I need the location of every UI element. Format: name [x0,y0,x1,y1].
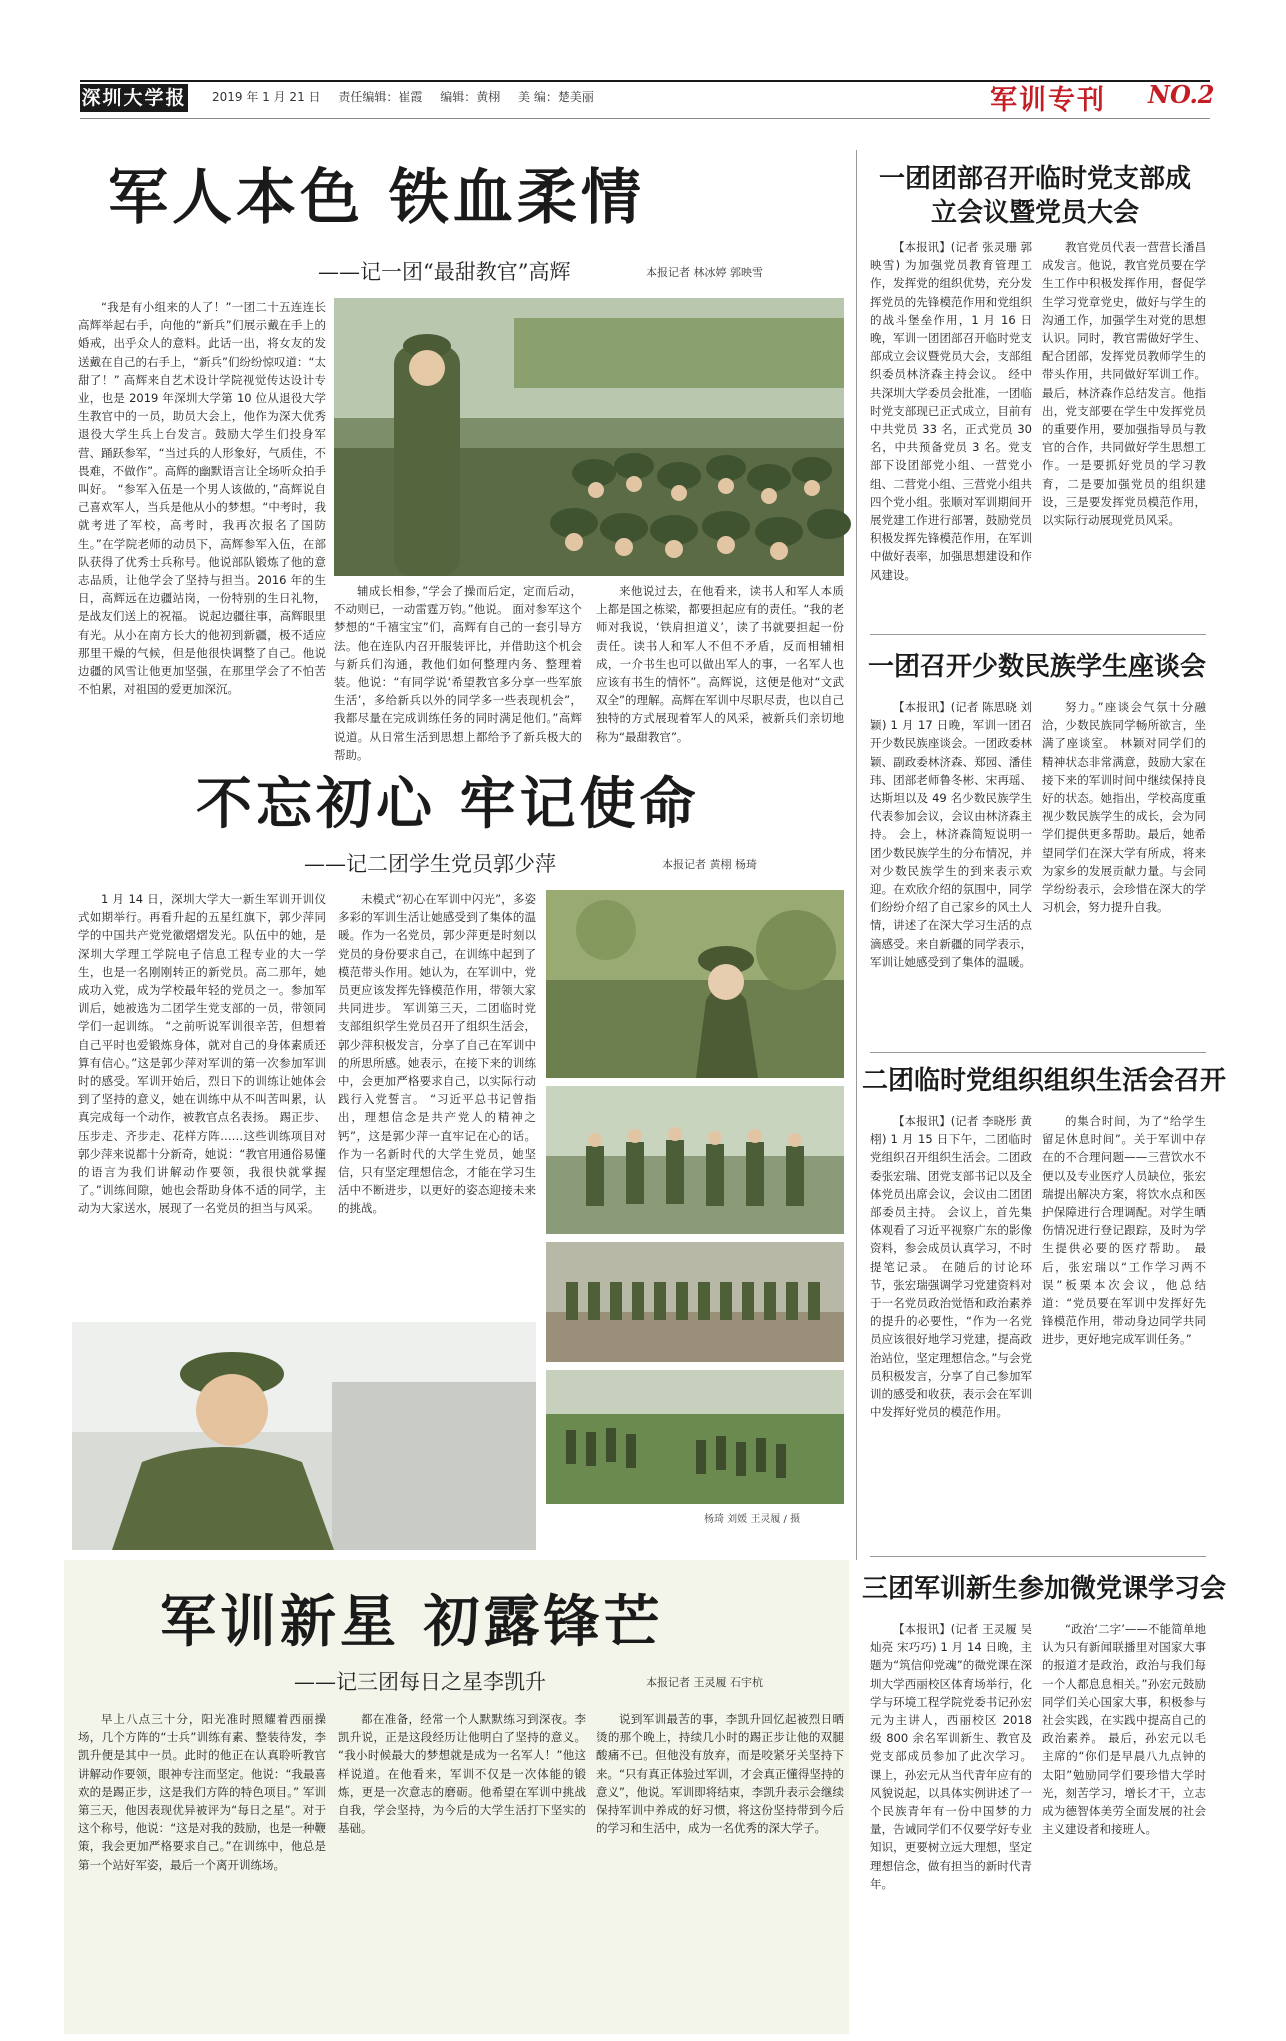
article3-text-1: 早上八点三十分，阳光准时照耀着西丽操场，几个方阵的“士兵”训练有素、整装待发，李凯升便是其中一员。此时的他正在认真聆听教官讲解动作要领，眼神专注而坚定。他说：“我最喜欢的是踢正步，这是我们方阵的特色项目。” 军训第三天，他因表现优异被评为“每日之星”。对于这个称号，他说：“这是对我的鼓励，也是一种鞭策，我会更加严格要求自己。”在训练中，他总是第一个站好军姿，最后一个离开训练场。 [78,1712,326,1872]
photo-guo-shaoping [546,890,844,1078]
article1-text-2: 辅成长相参，”学会了操而后定，定而后动，不动则已，一动雷霆万钧。”他说。 面对参军这个梦想的“千禧宝宝”们，高辉有自己的一套引导方法。他在连队内召开服装评比，并借助这个机会与新兵们沟通，教他们如何整理内务、整理着装。他说：“有同学说‘希望教官多分享一些军旅生活’，多给新兵以外的同学多一些表现机会”，我都尽量在完成训练任务的同时满足他们。”高辉说道。从日常生活到思想上都给予了新兵极大的帮助。 [334,584,582,762]
photo-portrait-image [72,1322,536,1550]
news3-text-1: 【本报讯】(记者 李晓彤 黄栩) 1 月 15 日下午，二团临时党组织召开组织生活会。二团政委张宏瑞、团党支部书记以及全体党员出席会议，会议由二团团部委员主持。 会议上，首先集体观看了习近平视察广东的影像资料，参会成员认真学习，不时提笔记录。 在随后的讨论环节，张宏瑞强调学习党建资料对于一名党员政治觉悟和政治素养的提升的必要性，“作为一名党员应该很好地学习党建，提高政治站位，坚定理想信念。”与会党员积极发言，分享了自己参加军训的感受和收获，表示会在军训中发挥好党员的模范作用。 [870,1114,1032,1420]
news2-text-1: 【本报讯】(记者 陈思晓 刘颖) 1 月 17 日晚，军训一团召开少数民族座谈会。一团政委林颖、副政委林济森、郑园、潘佳玮、团部老师鲁冬彬、宋再瑶、达斯坦以及 49 名少数民族学生代表参加会议，会议由林济森主持。 会上，林济森简短说明一团少数民族学生的分布情况，并对少数民族学生的到来表示欢迎。在欢欣介绍的氛围中，同学们纷纷介绍了自己家乡的风土人情，讲述了在深大学习生活的点滴感受。来自新疆的同学表示，军训让她感受到了集体的温暖。 [870,700,1032,969]
news3-title: 二团临时党组织组织生活会召开 [862,1066,1227,1096]
news3-text-2: 的集合时间，为了“给学生留足休息时间”。关于军训中存在的不合理问题——三营饮水不便以及专业医疗人员缺位，张宏瑞提出解决方案，将饮水点和医护保障进行合理调配。对学生晒伤情况进行登记跟踪，及时为学生提供必要的医疗帮助。 最后，张宏瑞以“工作学习两不误”板栗本次会议，他总结道：“党员要在军训中发挥好先锋模范作用，带动身边同学共同进步，更好地完成军训任务。” [1042,1114,1206,1347]
header-designer: 美 编：楚美丽 [518,90,594,104]
article1-subtitle: ——记一团“最甜教官”高辉 [318,260,571,284]
news2-column-1 [870,698,1032,1044]
header-editor: 责任编辑：崔霞 [338,90,423,104]
article2-column-1 [78,890,326,1320]
header-rule [80,118,1210,119]
article1-column-3 [596,582,844,744]
photo-formation [546,1242,844,1362]
issue-number: NO.2 [1148,80,1215,109]
news2-title: 一团召开少数民族学生座谈会 [867,652,1206,682]
photo-credit: 杨琦 刘媛 王灵履 / 摄 [704,1514,801,1525]
header-copy-editor: 编辑：黄栩 [440,90,501,104]
news3-divider [870,1556,1206,1557]
photo-gao-hui-image [334,298,844,576]
article2-byline: 本报记者 黄栩 杨琦 [662,858,757,871]
article2-column-2 [338,890,536,1320]
news2-column-2 [1042,698,1206,1044]
article2-title: 不忘初心 牢记使命 [196,771,700,837]
news2-divider [870,1052,1206,1053]
photo-gao-hui [334,298,844,576]
photo-field-training-image [546,1370,844,1504]
article3-subtitle: ——记三团每日之星李凯升 [294,1670,546,1694]
news3-column-1 [870,1112,1032,1534]
news2-text-2: 努力。”座谈会气氛十分融洽，少数民族同学畅所欲言，坐满了座谈室。 林颖对同学们的精神状态非常满意，鼓励大家在接下来的军训时间中继续保持良好的状态。她指出，学校高度重视少数民族学生的成长，会为同学们提供更多帮助。最后，她希望同学们在深大学有所成，将来为家乡的发展贡献力量。与会同学纷纷表示，会珍惜在深大的学习机会，努力提升自我。 [1042,700,1206,915]
news4-text-2: “政治‘二字’——不能简单地认为只有新闻联播里对国家大事的报道才是政治，政治与我们每一个人都息息相关。”孙宏元鼓励同学们关心国家大事，积极参与社会实践，在实践中提高自己的政治素养。 最后，孙宏元以毛主席的“你们是早晨八九点钟的太阳”勉励同学们要珍惜大学时光，刻苦学习，增长才干，立志成为德智体美劳全面发展的社会主义建设者和接班人。 [1042,1622,1206,1837]
article3-column-2 [338,1710,586,2028]
header-date: 2019 年 1 月 21 日 [212,90,321,104]
photo-formation-image [546,1242,844,1362]
news4-column-2 [1042,1620,1206,2028]
news3-column-2 [1042,1112,1206,1534]
news4-column-1 [870,1620,1032,2028]
article2-text-2: 未模式“初心在军训中闪光”，多姿多彩的军训生活让她感受到了集体的温暖。作为一名党员，郭少萍更是时刻以党员的身份要求自己，在训练中起到了模范带头作用。她认为，在军训中，党员更应该发挥先锋模范作用，带领大家共同进步。 军训第三天，二团临时党支部组织学生党员召开了组织生活会，郭少萍积极发言，分享了自己在军训中的所思所感。她表示，在接下来的训练中，会更加严格要求自己，以实际行动践行入党誓言。 “习近平总书记曾指出，理想信念是共产党人的精神之钙”，这是郭少萍一直牢记在心的话。作为一名新时代的大学生党员，她坚信，只有坚定理想信念，才能在学习生活中不断进步，以更好的姿态迎接未来的挑战。 [338,892,536,1216]
section-title: 军训专刊 [990,85,1106,116]
news1-text-2: 教官党员代表一营营长潘昌成发言。他说，教官党员要在学生工作中积极发挥作用，督促学生学习党章党史，做好与学生的沟通工作，加强学生对党的思想认识。同时，教官需做好学生、配合团部，发挥党员教师学生的带头作用，共同做好军训工作。 最后，林济森作总结发言。他指出，党支部要在学生中发挥党员的重要作用，要加强指导员与教官的合作，共同做好学生思想工作。一是要抓好党员的学习教育，二是要加强党员的组织建设，三是要发挥党员模范作用，以实际行动展现党员风采。 [1042,240,1206,528]
news1-column-1 [870,238,1032,624]
article1-title: 军人本色 铁血柔情 [108,163,645,233]
news1-title: 一团团部召开临时党支部成立会议暨党员大会 [878,164,1191,228]
news1-divider [870,634,1206,635]
paper-logo: 深圳大学报 [80,84,188,112]
photo-marching-rifles-image [546,1086,844,1234]
article1-text-3: 来他说过去，在他看来，读书人和军人本质上都是国之栋梁，都要担起应有的责任。“我的老师对我说，‘铁肩担道义’，读了书就要担起一份责任。读书人和军人不但不矛盾，反而相辅相成，一介书生也可以做出军人的事，一名军人也应该有书生的情怀”。高辉说，这便是他对“文武双全”的理解。高辉在军训中尽职尽责，也以自己独特的方式展现着军人的风采，被新兵们亲切地称为“最甜教官”。 [596,584,844,744]
article1-column-2 [334,582,582,762]
column-divider [856,150,857,1560]
photo-marching-rifles [546,1086,844,1234]
photo-field-training [546,1370,844,1504]
header-meta [212,88,608,105]
article1-text-1: “我是有小组来的人了！”一团二十五连连长高辉举起右手，向他的“新兵”们展示戴在手上的婚戒，出乎众人的意料。此话一出，将女友的发送戴在自己的右手上，“新兵”们纷纷惊叹道：“太甜了！” 高辉来自艺术设计学院视觉传达设计专业，也是 2019 年深圳大学第 10 位从退役大学生教官中的一员，助员大会上，他作为深大优秀退役大学生兵上台发言。鼓励大学生们投身军营、踊跃参军，“当过兵的人形象好，气质佳，不畏难，不做作”。高辉的幽默语言让全场听众拍手叫好。 “参军入伍是一个男人该做的，”高辉说自己喜欢军人，当兵是他从小的梦想。“中考时，我就考进了军校，高考时，我再次报名了国防生。”在学院老师的动员下，高辉参军入伍，在部队获得了优秀士兵称号。他说部队锻炼了他的意志品质，让他学会了坚持与担当。2016 年的生日，高辉远在边疆站岗，一份特别的生日礼物，是战友们送上的祝福。 说起边疆往事，高辉眼里有光。从小在南方长大的他初到新疆，极不适应那里干燥的气候，但是他很快调整了自己。他说边疆的风雪让他更加坚强，在那里学会了不怕苦不怕累，对祖国的爱更加深沉。 [78,300,326,697]
article1-column-1 [78,298,326,738]
article3-text-2: 都在准备，经常一个人默默练习到深夜。李凯升说，正是这段经历让他明白了坚持的意义。 “我小时候最大的梦想就是成为一名军人！”他这样说道。在他看来，军训不仅是一次体能的锻炼，更是一次意志的磨砺。他希望在军训中挑战自我，学会坚持，为今后的大学生活打下坚实的基础。 [338,1712,586,1836]
article1-byline: 本报记者 林冰婷 郭映雪 [646,266,763,279]
article3-column-1 [78,1710,326,2028]
article3-column-3 [596,1710,844,2028]
article2-subtitle: ——记二团学生党员郭少萍 [304,852,556,876]
article3-title: 军训新星 初露锋芒 [160,1589,664,1655]
news1-text-1: 【本报讯】(记者 张灵珊 郭映雪) 为加强党员教育管理工作，发挥党的组织优势，充分发挥党员的先锋模范作用和党组织的战斗堡垒作用，1 月 16 日晚，军训一团团部召开临时党支部成立会议暨党员大会，支部组织委员林济森主持会议。 经中共深圳大学委员会批准，一团临时党支部现已正式成立，目前有中共党员 33 名，正式党员 30 名，中共预备党员 3 名。党支部下设团部党小组、一营党小组、二营党小组、三营党小组共四个党小组。张顺对军训期间开展党建工作进行部署，鼓励党员积极发挥先锋模范作用，在军训中做好表率，加强思想建设和作风建设。 [870,240,1032,582]
news4-text-1: 【本报讯】(记者 王灵履 吴灿亮 宋巧巧) 1 月 14 日晚，主题为“筑信仰党魂”的微党课在深圳大学西丽校区体育场举行，化学与环境工程学院党委书记孙宏元为主讲人，西丽校区 2018 级 800 余名军训新生、教官及党支部成员参加了此次学习。 课上，孙宏元从当代青年应有的风貌说起，以具体实例讲述了一个民族青年有一份中国梦的力量，告诫同学们不仅要学好专业知识，更要树立远大理想，坚定理想信念，做有担当的新时代青年。 [870,1622,1032,1891]
news1-column-2 [1042,238,1206,624]
photo-guo-shaoping-image [546,890,844,1078]
article3-byline: 本报记者 王灵履 石宇杭 [646,1676,763,1689]
article2-text-1: 1 月 14 日，深圳大学大一新生军训开训仪式如期举行。再看升起的五星红旗下，郭少萍同学的中国共产党党徽熠熠发光。队伍中的她，是深圳大学理工学院电子信息工程专业的大一学生，也是一名刚刚转正的新党员。高二那年，她成功入党，成为学校最年轻的党员之一。参加军训后，她被选为二团学生党支部的一员，带领同学们一起训练。 “之前听说军训很辛苦，但想着自己平时也爱锻炼身体，就对自己的身体素质还算有信心。”这是郭少萍对军训的第一次参加军训时的感受。军训开始后，烈日下的训练让她体会到了坚持的意义，她在训练中从不叫苦叫累，认真完成每一个动作，被教官点名表扬。 踢正步、压步走、齐步走、花样方阵……这些训练项目对郭少萍来说都十分新奇，她说：“教官用通俗易懂的语言为我们讲解动作要领，我很快就掌握了。”训练间隙，她也会帮助身体不适的同学，主动为大家送水，展现了一名党员的担当与风采。 [78,892,326,1216]
article3-text-3: 说到军训最苦的事，李凯升回忆起被烈日晒烫的那个晚上，持续几小时的踢正步让他的双腿酸痛不已。但他没有放弃，而是咬紧牙关坚持下来。“只有真正体验过军训，才会真正懂得坚持的意义”，他说。军训即将结束，李凯升表示会继续保持军训中养成的好习惯，将这份坚持带到今后的学习和生活中，成为一名优秀的深大学子。 [596,1712,844,1836]
photo-portrait [72,1322,536,1550]
news4-title: 三团军训新生参加微党课学习会 [862,1574,1227,1604]
